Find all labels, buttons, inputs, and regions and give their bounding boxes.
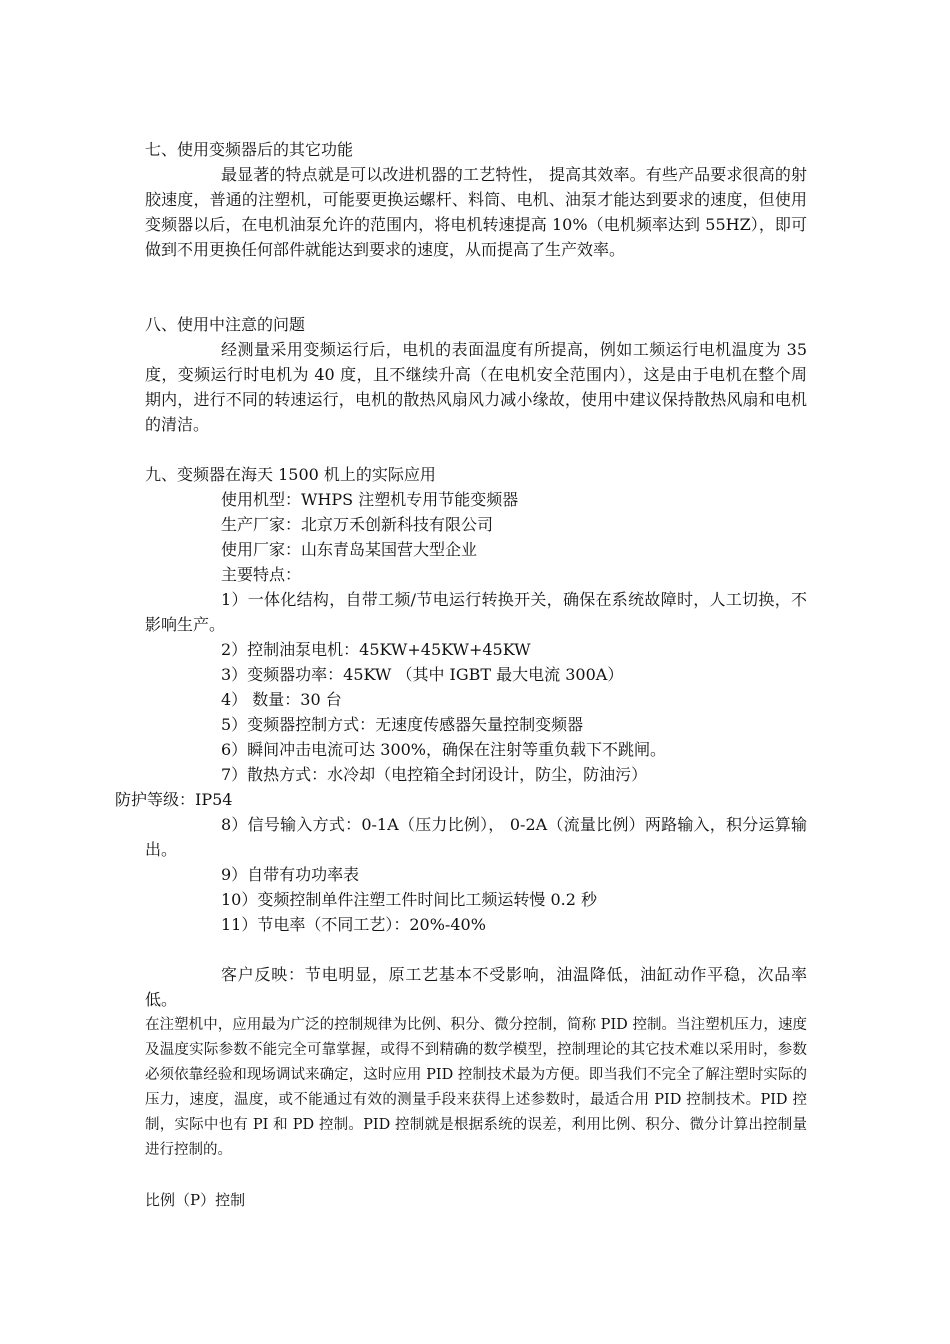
section-7 <box>145 137 807 262</box>
customer-feedback-block <box>145 962 807 1012</box>
section-9 <box>145 462 807 787</box>
pid-paragraph: 在注塑机中，应用最为广泛的控制规律为比例、积分、微分控制，简称 PID 控制。当注塑机压力，速度及温度实际参数不能完全可靠掌握，或得不到精确的数学模型，控制理论的其它技术难以采用时，参数必须依靠经验和现场调试来确定，这时应用 PID 控制技术最为方便。即当我们不完全了解注塑时实际的压力，速度，温度，或不能通过有效的测量手段来获得上述参数时，最适合用 PID 控制技术。PID 控制，实际中也有 PI 和 PD 控制。PID 控制就是根据系统的误差，利用比例、积分、微分计算出控制量进行控制的。 <box>145 1017 807 1158</box>
p-control-heading: 比例（P）控制 <box>145 1191 246 1209</box>
section-8 <box>145 312 807 437</box>
feature-item: 6）瞬间冲击电流可达 300%，确保在注射等重负载下不跳闸。 <box>221 740 667 759</box>
pid-section <box>145 1013 807 1163</box>
feature-item: 7）散热方式：水冷却（电控箱全封闭设计，防尘，防油污） <box>221 765 648 784</box>
protection-grade: 防护等级：IP54 <box>115 790 233 809</box>
feature-item: 2）控制油泵电机：45KW+45KW+45KW <box>221 640 531 659</box>
user-company: 使用厂家：山东青岛某国营大型企业 <box>221 540 478 559</box>
machine-model: 使用机型：WHPS 注塑机专用节能变频器 <box>221 490 519 509</box>
feature-item: 1）一体化结构，自带工频/节电运行转换开关，确保在系统故障时，人工切换，不影响生产。 <box>145 590 807 634</box>
feature-item: 11）节电率（不同工艺）：20%-40% <box>221 915 486 934</box>
section-8-paragraph: 经测量采用变频运行后，电机的表面温度有所提高，例如工频运行电机温度为 35 度，变频运行时电机为 40 度，且不继续升高（在电机安全范围内），这是由于电机在整个周期内，进行不同的转速运行，电机的散热风扇风力减小缘故，使用中建议保持散热风扇和电机的清洁。 <box>145 340 807 434</box>
feature-item: 3）变频器功率：45KW （其中 IGBT 最大电流 300A） <box>221 665 624 684</box>
feature-item: 9）自带有功功率表 <box>221 865 360 884</box>
features-label: 主要特点： <box>221 565 302 584</box>
manufacturer: 生产厂家：北京万禾创新科技有限公司 <box>221 515 494 534</box>
section-9-heading: 九、变频器在海天 1500 机上的实际应用 <box>145 465 436 484</box>
protection-grade-line <box>115 787 232 812</box>
customer-feedback: 客户反映：节电明显，原工艺基本不受影响，油温降低，油缸动作平稳，次品率低。 <box>145 965 807 1009</box>
feature-item: 4） 数量：30 台 <box>221 690 342 709</box>
feature-item: 5）变频器控制方式：无速度传感器矢量控制变频器 <box>221 715 584 734</box>
section-8-heading: 八、使用中注意的问题 <box>145 315 306 334</box>
section-9-cont <box>145 812 807 937</box>
section-7-paragraph: 最显著的特点就是可以改进机器的工艺特性， 提高其效率。有些产品要求很高的射胶速度，普通的注塑机，可能要更换运螺杆、料筒、电机、油泵才能达到要求的速度，但使用变频器以后，在电机油泵允许的范围内，将电机转速提高 10%（电机频率达到 55HZ），即可做到不用更换任何部件就能达到要求的速度，从而提高了生产效率。 <box>145 165 807 259</box>
feature-item: 10）变频控制单件注塑工件时间比工频运转慢 0.2 秒 <box>221 890 597 909</box>
feature-item: 8）信号输入方式：0-1A（压力比例）， 0-2A（流量比例）两路输入，积分运算输出。 <box>145 815 807 859</box>
section-7-heading: 七、使用变频器后的其它功能 <box>145 140 354 159</box>
p-control-heading-block <box>145 1188 807 1213</box>
